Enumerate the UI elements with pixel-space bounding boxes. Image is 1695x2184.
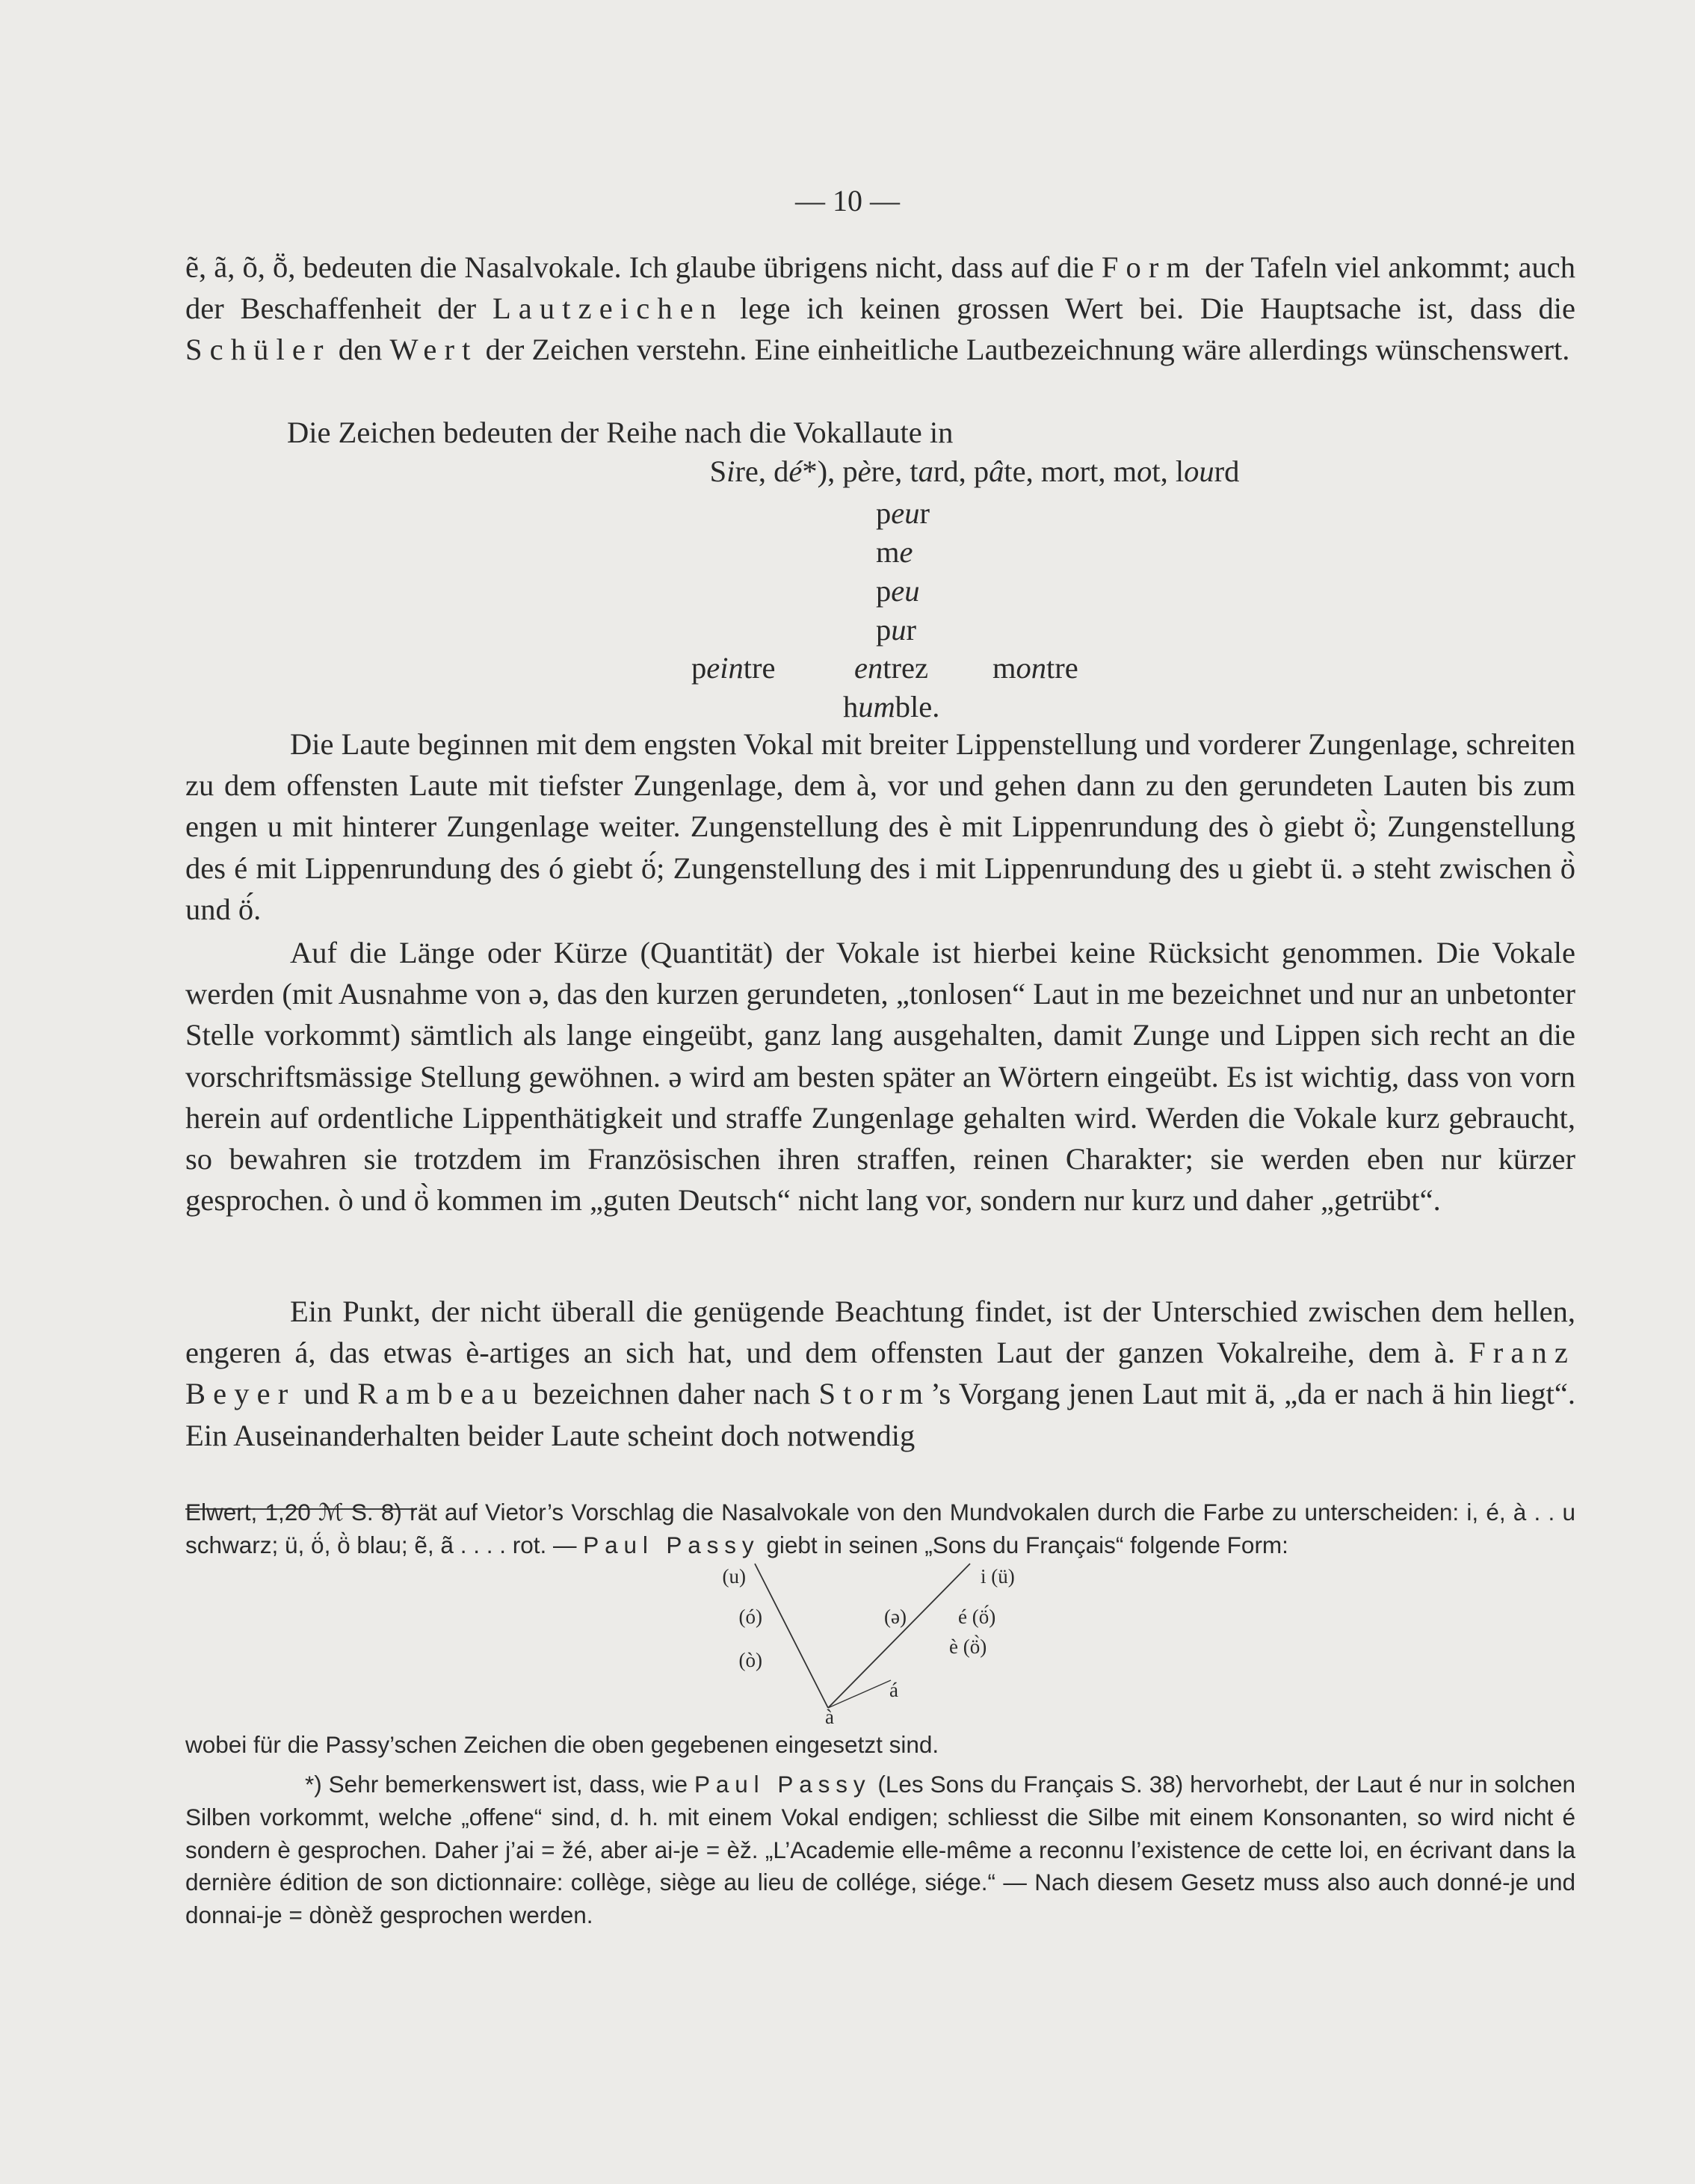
paragraph-nasal-vowels: ẽ, ã, õ, ṏ, bedeuten die Nasalvokale. Ich glaube übrigens nicht, dass auf die Form der Tafeln viel ankommt; auch der Beschaffenheit der Lautzeichen lege ich keinen grossen Wert bei. Die Hauptsache ist, dass die Schüler den Wert der Zeichen verstehn. Eine einheitliche Lautbezeichnung wäre allerdings wünschenswert.	[185, 250, 1576, 367]
example-peintre: peintre	[691, 651, 776, 685]
passy-vowel-diagram	[717, 1562, 1061, 1727]
example-me: me	[876, 535, 913, 569]
example-pur: pur	[876, 613, 916, 647]
paragraph-sign-intro: Die Zeichen bedeuten der Reihe nach die Vokallaute in	[287, 416, 954, 449]
example-humble: humble.	[843, 690, 940, 724]
diagram-label-e-open: è (ö̀)	[949, 1635, 987, 1658]
paragraph-a-distinction: Ein Punkt, der nicht überall die genügende Beachtung findet, ist der Unterschied zwischen dem hellen, engeren á, das etwas è-artiges an sich hat, und dem offensten Laut der ganzen Vokalreihe, dem à. Franz Beyer und Rambeau bezeichnen daher nach Storm’s Vorgang jenen Laut mit ä, „da er nach ä hin liegt“. Ein Auseinanderhalten beider Laute scheint doch notwendig	[185, 1295, 1575, 1452]
example-montre: montre	[992, 651, 1078, 685]
diagram-label-schwa: (ə)	[884, 1605, 907, 1628]
diagram-label-o-closed: (ó)	[738, 1605, 762, 1628]
diagram-label-a-back: à	[825, 1706, 834, 1727]
footnote-elwert: Elwert, 1,20 ℳ S. 8) rät auf Vietor’s Vorschlag die Nasalvokale von den Mundvokalen durch die Farbe zu unterscheiden: i, é, à . . u schwarz; ü, ö́, ö̀ blau; ẽ, ã . . . . rot. — Paul Passy giebt in seinen „Sons du Français“ folgende Form:	[185, 1499, 1575, 1558]
footnote-after-diagram: wobei für die Passy’schen Zeichen die oben gegebenen eingesetzt sind.	[185, 1731, 939, 1758]
diagram-label-o-open: (ò)	[738, 1649, 762, 1671]
example-peur: peur	[876, 496, 930, 530]
diagram-label-u: (u)	[722, 1565, 746, 1588]
paragraph-vowel-order: Die Laute beginnen mit dem engsten Vokal mit breiter Lippenstellung und vorderer Zungenlage, schreiten zu dem offensten Laute mit tiefster Zungenlage, dem à, vor und gehen dann zu den gerundeten Lauten bis zum engen u mit hinterer Zungenlage weiter. Zungenstellung des è mit Lippenrundung des ò giebt ö̀; Zungenstellung des é mit Lippenrundung des ó giebt ö́; Zungenstellung des i mit Lippenrundung des u giebt ü. ə steht zwischen ö̀ und ö́.	[185, 727, 1575, 926]
paragraph-quantity: Auf die Länge oder Kürze (Quantität) der Vokale ist hierbei keine Rücksicht genommen. Die Vokale werden (mit Ausnahme von ə, das den kurzen gerundeten, „tonlosen“ Laut in me bezeichnet und nur an unbetonter Stelle vorkommt) sämtlich als lange eingeübt, ganz lang ausgehalten, damit Zunge und Lippen sich recht an die vorschriftsmässige Stellung gewöhnen. ə wird am besten später an Wörtern eingeübt. Es ist wichtig, dass von vorn herein auf ordentliche Lippenthätigkeit und straffe Zungenlage gehalten wird. Werden die Vokale kurz gebraucht, so bewahren sie trotzdem im Französischen ihren straffen, reinen Charakter; sie werden eben nur kürzer gesprochen. ò und ö̀ kommen im „guten Deutsch“ nicht lang vor, sondern nur kurz und daher „getrübt“.	[185, 936, 1575, 1218]
diagram-label-a-front: á	[889, 1679, 898, 1701]
page-number: — 10 —	[795, 184, 900, 218]
example-entrez: entrez	[854, 651, 928, 685]
diagram-a-line	[828, 1680, 891, 1708]
diagram-label-e-closed: é (ö́)	[958, 1605, 996, 1628]
example-peu: peu	[876, 574, 920, 608]
diagram-label-i: i (ü)	[981, 1565, 1015, 1588]
footnote-star: *) Sehr bemerkenswert ist, dass, wie Paul Passy (Les Sons du Français S. 38) hervorhebt, der Laut é nur in solchen Silben vorkommt, welche „offene“ sind, d. h. mit einem Vokal endigen; schliesst die Silbe mit einem Konsonanten, so wird nicht é sondern è gesprochen. Daher j’ai = žé, aber ai-je = èž. „L’Academie elle-même a reconnu l’existence de cette loi, en écrivant dans la dernière édition de son dictionnaire: collège, siège au lieu de collége, siége.“ — Nach diesem Gesetz muss also auch donné-je und donnai-je = dònèž gesprochen werden.	[185, 1771, 1576, 1929]
diagram-back-line	[755, 1564, 828, 1708]
example-row-vowels: Sire, dé*), père, tard, pâte, mort, mot, lourd	[709, 454, 1240, 488]
